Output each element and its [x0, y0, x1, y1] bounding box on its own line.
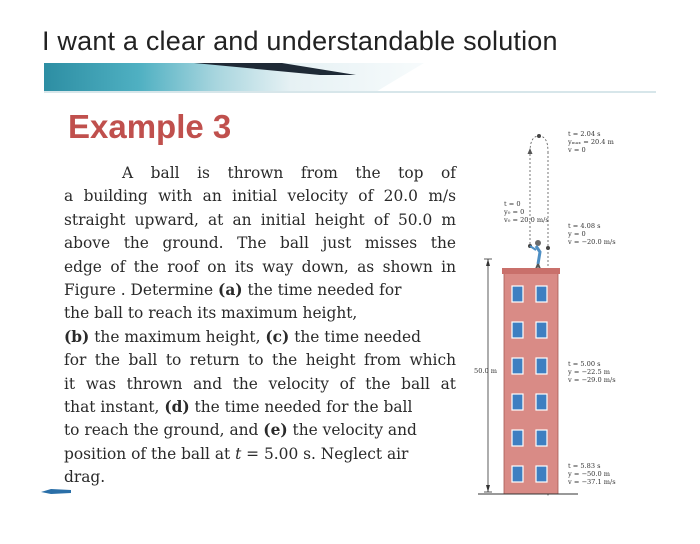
apex-path: [530, 136, 548, 152]
text-run: = 5.00 s. Neglect air: [241, 444, 409, 463]
height-label: 50.0 m: [474, 367, 498, 375]
problem-line: [64, 326, 456, 349]
problem-line: [64, 256, 456, 279]
text-run: position of the ball at: [64, 444, 236, 463]
label-t5: [568, 360, 616, 384]
part-label-e: (e): [263, 421, 288, 440]
label-ground: [568, 462, 616, 486]
window: [536, 430, 547, 446]
part-label-b: (b): [64, 327, 90, 346]
window: [512, 286, 523, 302]
window: [536, 466, 547, 482]
problem-line: [64, 232, 456, 255]
text-run: for the ball to return to the height from which: [64, 351, 456, 370]
text-run: the time needed for the ball: [189, 398, 413, 417]
label-return: [568, 222, 616, 246]
label-line: t = 5.00 s: [568, 360, 601, 368]
text-run: the maximum height,: [89, 327, 266, 346]
window: [536, 394, 547, 410]
roof-edge: [502, 268, 560, 274]
problem-line: [64, 373, 456, 396]
problem-line: [64, 209, 456, 232]
part-label-c: (c): [265, 327, 290, 346]
label-line: yₘₐₓ = 20.4 m: [568, 138, 614, 146]
text-run: that instant,: [64, 398, 165, 417]
text-run: A ball is thrown from the top of: [122, 164, 456, 182]
label-line: v = −29.0 m/s: [568, 376, 616, 384]
label-apex: [568, 130, 614, 154]
question-text: I want a clear and understandable solution: [42, 26, 558, 56]
window: [536, 322, 547, 338]
part-label-a: (a): [218, 281, 243, 300]
text-run: straight upward, at an initial height of 50.0 m: [64, 210, 456, 229]
window: [512, 430, 523, 446]
label-line: t = 5.83 s: [568, 462, 601, 470]
ball-apex: [537, 134, 541, 138]
window: [512, 466, 523, 482]
text-run: drag.: [64, 468, 106, 487]
label-line: v = −20.0 m/s: [568, 238, 616, 246]
text-run: the velocity and: [287, 421, 417, 440]
window: [512, 358, 523, 374]
label-line: t = 4.08 s: [568, 222, 601, 230]
time-symbol: t: [235, 444, 242, 463]
label-line: y = −50.0 m: [568, 470, 610, 478]
problem-line: [64, 466, 456, 489]
text-run: it was thrown and the velocity of the ball at: [64, 374, 456, 393]
problem-line: [64, 419, 456, 442]
text-run: to reach the ground, and: [64, 421, 264, 440]
problem-line: [64, 162, 456, 185]
label-line: y = 0: [568, 230, 586, 238]
text-run: above the ground. The ball just misses the: [64, 234, 456, 253]
label-line: v = 0: [568, 146, 586, 154]
text-run: the ball to reach its maximum height,: [64, 304, 358, 323]
text-run: edge of the roof on its way down, as shown in: [64, 257, 456, 276]
label-line: y₀ = 0: [504, 208, 525, 216]
window: [512, 322, 523, 338]
label-line: t = 0: [504, 200, 521, 208]
problem-line: [64, 302, 456, 325]
text-run: the time needed for: [242, 281, 402, 300]
problem-line: [64, 396, 456, 419]
label-line: y = −22.5 m: [568, 368, 610, 376]
slide-header-band: [44, 63, 656, 93]
window: [536, 358, 547, 374]
label-start: [504, 200, 549, 224]
slide-corner-mark: [41, 486, 71, 498]
problem-line: [64, 443, 456, 466]
problem-line: [64, 349, 456, 372]
building-figure: [468, 124, 666, 504]
label-line: v₀ = 20.0 m/s: [504, 216, 549, 224]
text-run: a building with an initial velocity of 20.0 m/s: [64, 187, 456, 206]
problem-line: [64, 279, 456, 302]
text-run: the time needed: [289, 327, 421, 346]
building-illustration: [468, 124, 666, 504]
window: [536, 286, 547, 302]
label-line: t = 2.04 s: [568, 130, 601, 138]
problem-statement: [64, 162, 456, 490]
example-title: Example 3: [68, 108, 232, 145]
label-line: v = −37.1 m/s: [568, 478, 616, 486]
part-label-d: (d): [164, 398, 190, 417]
ball-return: [546, 246, 550, 250]
building: [504, 272, 558, 494]
text-run: Figure . Determine: [64, 281, 219, 300]
problem-line: [64, 185, 456, 208]
window: [512, 394, 523, 410]
